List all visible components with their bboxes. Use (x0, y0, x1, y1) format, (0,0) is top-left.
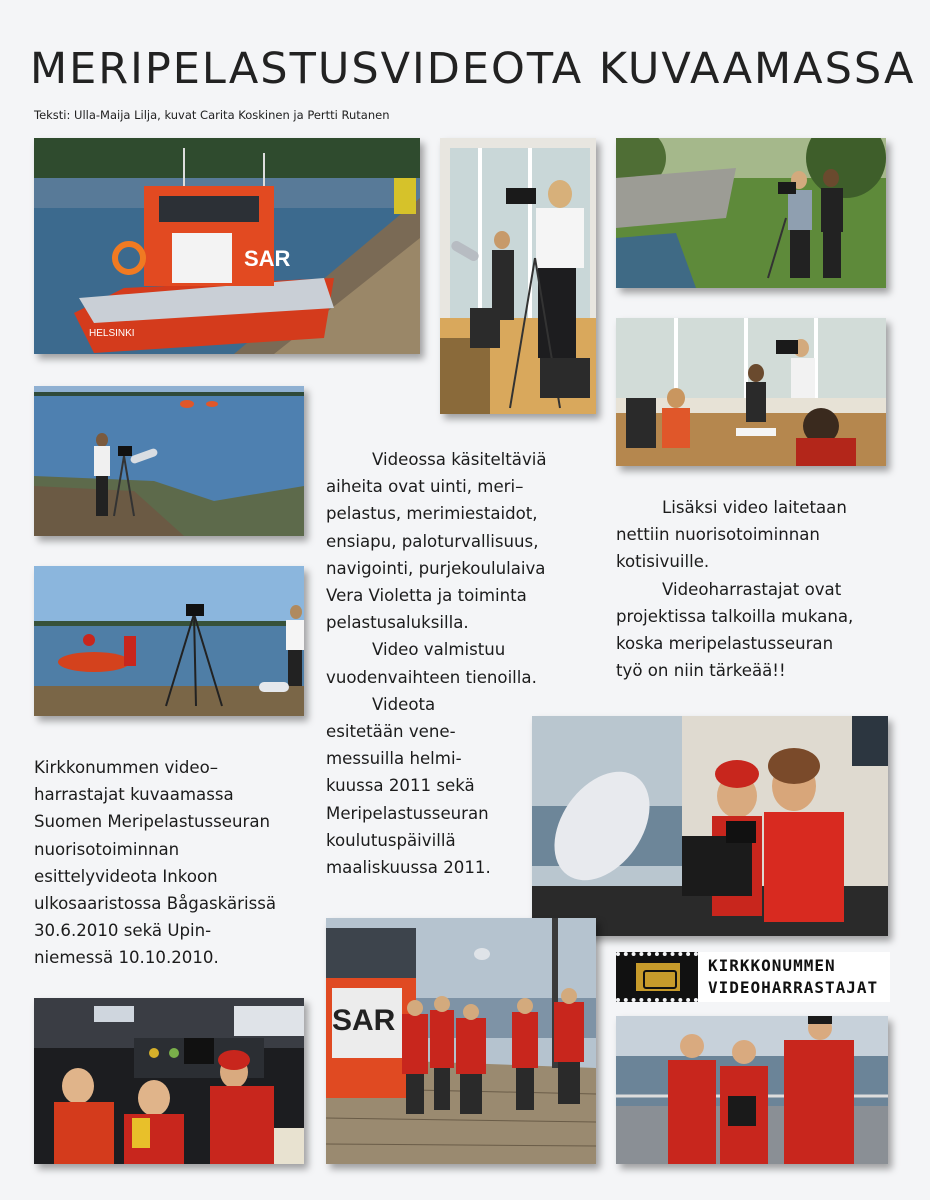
kirkkonummen-videoharrastajat-logo (616, 952, 890, 1002)
photo-rescue-boat-dock (34, 138, 420, 354)
logo-text (708, 955, 878, 999)
middle-text-line: pelastusaluksilla. (326, 613, 469, 633)
middle-text-line: navigointi, purjekoululaiva (326, 558, 546, 578)
right-text-line: nettiin nuorisotoiminnan (616, 525, 820, 545)
middle-text-line: messuilla helmi- (326, 749, 462, 769)
boat-sar-label: SAR (244, 246, 291, 271)
pier-boat-sar-label: SAR (332, 1004, 396, 1037)
photo-crew-on-pier (326, 918, 596, 1164)
logo-line-1: KIRKKONUMMEN (708, 956, 836, 975)
left-text-line: Kirkkonummen video– (34, 758, 219, 777)
middle-text-line: pelastus, merimiestaidot, (326, 504, 538, 524)
page-title: MERIPELASTUSVIDEOTA KUVAAMASSA (30, 44, 916, 94)
right-column-text (616, 494, 906, 684)
middle-column-text (326, 446, 570, 881)
photo-indoor-meeting (616, 318, 886, 466)
photo-credits: Teksti: Ulla-Maija Lilja, kuvat Carita Koskinen ja Pertti Rutanen (34, 108, 390, 122)
boat-name-label: HELSINKI (89, 328, 135, 339)
left-text-line: niemessä 10.10.2010. (34, 948, 219, 968)
photo-group-on-boat (616, 1016, 888, 1164)
photo-crew-on-hill (616, 138, 886, 288)
logo-line-2: VIDEOHARRASTAJAT (708, 978, 879, 997)
photo-tripod-shore (34, 566, 304, 716)
right-text-line: työ on niin tärkeää!! (616, 661, 786, 681)
left-text-line: esittelyvideota Inkoon (34, 866, 218, 886)
film-strip-logo-icon (616, 952, 698, 1002)
left-text-line: Suomen Meripelastusseuran (34, 812, 271, 832)
right-text-line: Lisäksi video laitetaan (662, 498, 847, 517)
middle-text-line: esitetään vene- (326, 722, 456, 742)
middle-text-line: Videota (372, 694, 436, 714)
right-text-line: koska meripelastusseuran (616, 634, 834, 654)
photo-boat-deck-interview (532, 716, 888, 936)
middle-text-line: Meripelastusseuran (326, 803, 489, 823)
left-text-line: harrastajat kuvaamassa (34, 785, 234, 805)
middle-text-line: Vera Violetta ja toiminta (326, 586, 527, 606)
middle-text-line: kuussa 2011 sekä (326, 776, 475, 796)
left-text-line: 30.6.2010 sekä Upin- (34, 921, 212, 941)
right-text-line: kotisivuille. (616, 552, 710, 572)
middle-text-line: vuodenvaihteen tienoilla. (326, 667, 537, 687)
middle-text-line: maaliskuussa 2011. (326, 858, 491, 878)
left-text-line: ulkosaaristossa Bågaskärissä (34, 894, 277, 914)
right-text-line: projektissa talkoilla mukana, (616, 606, 854, 626)
right-text-line: Videoharrastajat ovat (662, 579, 842, 599)
middle-text-line: aiheita ovat uinti, meri– (326, 477, 524, 497)
left-text-line: nuorisotoiminnan (34, 839, 180, 859)
left-column-text (34, 754, 324, 972)
photo-filming-indoors (440, 138, 596, 414)
middle-text-line: koulutuspäivillä (326, 830, 456, 850)
photo-shore-filming (34, 386, 304, 536)
photo-boat-cabin (34, 998, 304, 1164)
middle-text-line: Video valmistuu (372, 640, 506, 660)
middle-text-line: ensiapu, paloturvallisuus, (326, 531, 539, 551)
middle-text-line: Videossa käsiteltäviä (372, 450, 547, 469)
